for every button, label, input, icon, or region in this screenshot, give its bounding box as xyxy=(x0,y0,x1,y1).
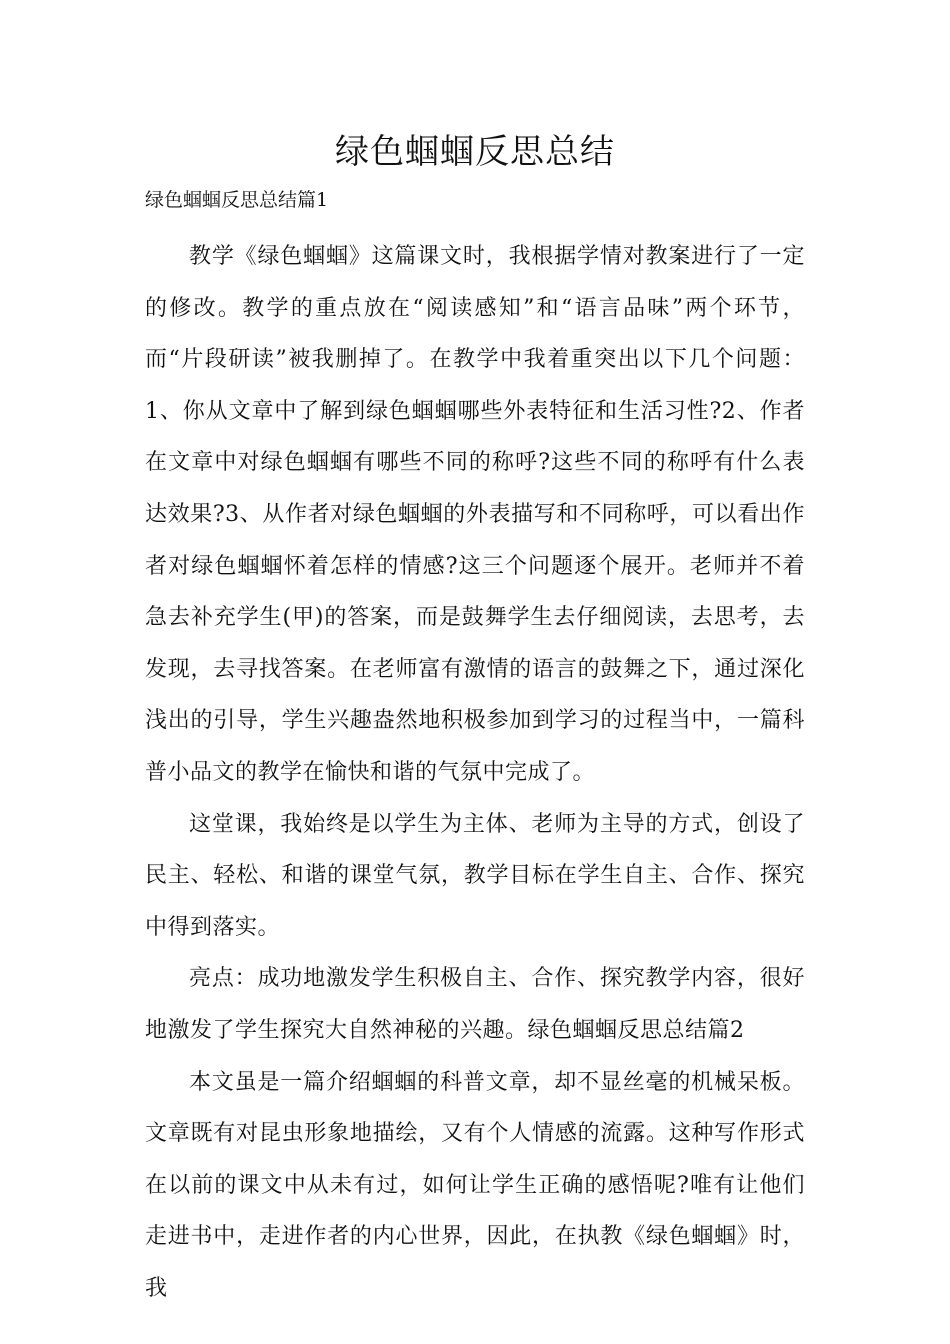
spacer xyxy=(145,217,805,231)
paragraph-2: 这堂课，我始终是以学生为主体、老师为主导的方式，创设了民主、轻松、和谐的课堂气氛，教学目标在学生自主、合作、探究中得到落实。 xyxy=(145,811,805,940)
section-heading: 绿色蝈蝈反思总结篇1 xyxy=(145,189,329,211)
paragraph-1: 教学《绿色蝈蝈》这篇课文时，我根据学情对教案进行了一定的修改。教学的重点放在“阅读感知”和“语言品味”两个环节，而“片段研读”被我删掉了。在教学中我着重突出以下几个问题：1、你从文章中了解到绿色蝈蝈哪些外表特征和生活习性?2、作者在文章中对绿色蝈蝈有哪些不同的称呼?这些不同的称呼有什么表达效果?3、从作者对绿色蝈蝈的外表描写和不同称呼，可以看出作者对绿色蝈蝈怀着怎样的情感?这三个问题逐个展开。老师并不着急去补充学生(甲)的答案，而是鼓舞学生去仔细阅读，去思考，去发现，去寻找答案。在老师富有激情的语言的鼓舞之下，通过深化浅出的引导，学生兴趣盎然地积极参加到学习的过程当中，一篇科普小品文的教学在愉快和谐的气氛中完成了。 xyxy=(145,244,805,785)
paragraph-4: 本文虽是一篇介绍蝈蝈的科普文章，却不显丝毫的机械呆板。文章既有对昆虫形象地描绘，又有个人情感的流露。这种写作形式在以前的课文中从未有过，如何让学生正确的感悟呢?唯有让他们走进书中，走进作者的内心世界，因此，在执教《绿色蝈蝈》时，我 xyxy=(145,1069,805,1301)
paragraph-3: 亮点：成功地激发学生积极自主、合作、探究教学内容，很好地激发了学生探究大自然神秘的兴趣。绿色蝈蝈反思总结篇2 xyxy=(145,966,805,1043)
document-body xyxy=(145,183,805,1314)
document-title: 绿色蝈蝈反思总结 xyxy=(335,132,615,172)
